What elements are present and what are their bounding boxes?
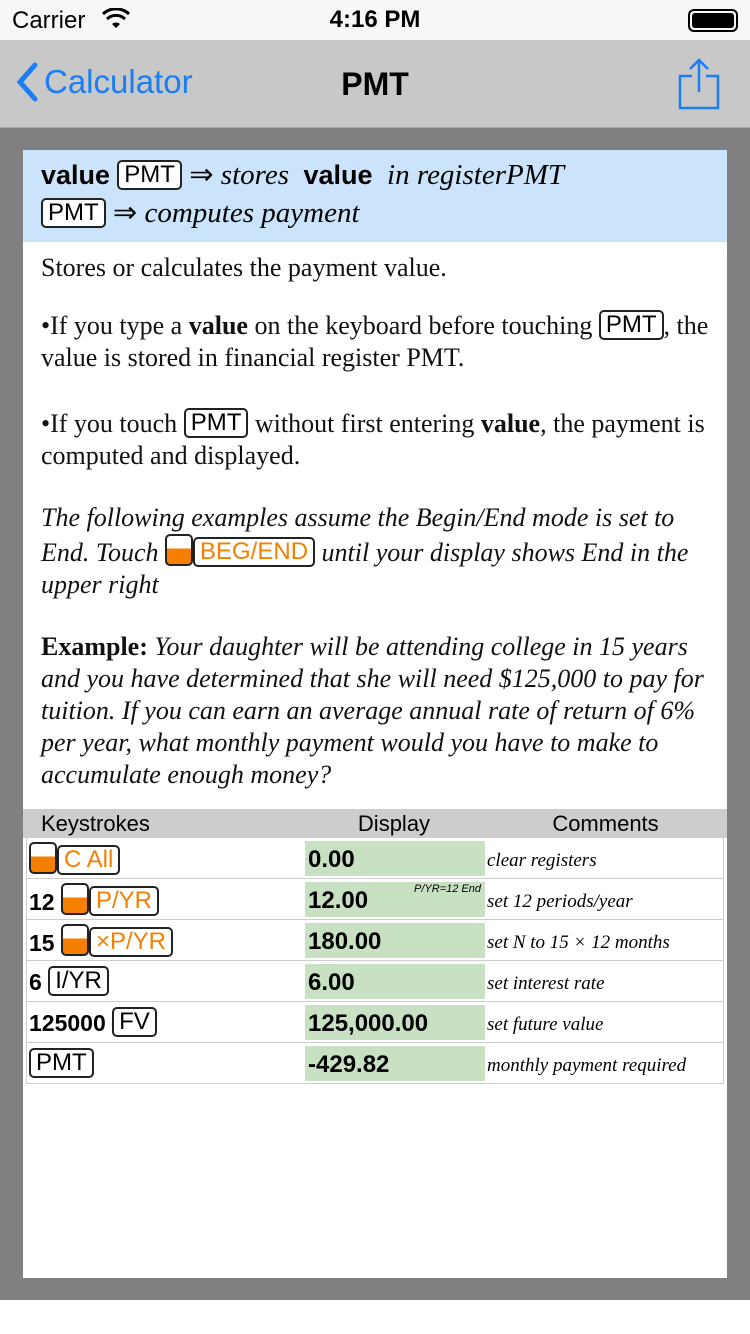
stores-text: stores (220, 159, 289, 191)
display-annunciator: P/YR=12 End (414, 882, 481, 895)
calculator-key: P/YR (89, 886, 159, 916)
shift-key-icon (165, 534, 193, 566)
comment-cell: set interest rate (487, 973, 605, 994)
intro-text: Stores or calculates the payment value. (41, 253, 447, 282)
keystrokes-cell (27, 924, 305, 957)
display-cell (305, 923, 485, 958)
arrow: ⇒ (112, 197, 138, 229)
keystrokes-cell (27, 966, 305, 996)
display-cell (305, 841, 485, 876)
battery-icon (688, 9, 738, 32)
pmt-key: PMT (117, 160, 182, 190)
number-entry: 15 (29, 929, 55, 956)
comment-cell: clear registers (487, 850, 597, 871)
status-bar (0, 0, 750, 40)
keystrokes-cell (27, 1007, 305, 1037)
syntax-header (23, 150, 727, 242)
calculator-key: C All (57, 845, 120, 875)
calculator-key: PMT (29, 1048, 94, 1078)
calculator-key: ×P/YR (89, 927, 173, 957)
display-cell (305, 964, 485, 999)
number-entry: 125000 (29, 1010, 106, 1036)
header-comments: Comments (552, 811, 659, 836)
value-word: value (41, 160, 111, 190)
display-value: 12.00 (308, 886, 369, 914)
shift-key-icon (29, 842, 57, 874)
display-value: 180.00 (308, 927, 382, 955)
clock: 4:16 PM (329, 6, 421, 33)
table-row (26, 1043, 724, 1084)
value-word: value (303, 160, 373, 190)
number-entry: 6 (29, 969, 42, 995)
keystrokes-cell (27, 1048, 305, 1078)
carrier-label: Carrier (12, 7, 86, 34)
table-row (26, 838, 724, 879)
calculator-key: I/YR (48, 966, 109, 996)
table-row (26, 961, 724, 1002)
page-title: PMT (341, 66, 409, 102)
comment-cell: set future value (487, 1014, 604, 1035)
share-icon[interactable] (678, 58, 720, 110)
header-display: Display (357, 811, 431, 836)
register-text: in registerPMT (387, 159, 564, 191)
bullet-store: •If you type a value on the keyboard before touching PMT , the value is stored in financial register PMT. (41, 311, 709, 372)
content-area (0, 128, 750, 1300)
calculator-key: FV (112, 1007, 157, 1037)
mode-note: The following examples assume the Begin/End mode is set to End. Touch BEG/END until your display shows End in the upper right (41, 503, 689, 599)
beg-end-key: BEG/END (193, 537, 315, 567)
navigation-bar (0, 40, 750, 128)
description (23, 252, 727, 791)
header-keystrokes: Keystrokes (41, 811, 150, 836)
display-cell (305, 1005, 485, 1040)
pmt-key: PMT (599, 310, 664, 340)
display-cell (305, 1046, 485, 1081)
table-row (26, 1002, 724, 1043)
display-value: -429.82 (308, 1050, 390, 1078)
table-header (23, 809, 727, 838)
shift-key-icon (61, 924, 89, 956)
number-entry: 12 (29, 888, 55, 915)
comment-cell: monthly payment required (487, 1055, 687, 1076)
example-text: Example: Your daughter will be attending college in 15 years and you have determined that she will need $125,000 to pay for tuition. If you can earn an average annual rate of return of 6% per year, what monthly payment would you have to make to accumulate enough money? (41, 632, 704, 789)
pmt-key: PMT (41, 198, 106, 228)
keystrokes-cell (27, 883, 305, 916)
display-cell (305, 882, 485, 917)
computes-text: computes payment (144, 197, 360, 229)
keystroke-table (23, 809, 727, 1084)
arrow: ⇒ (189, 159, 214, 191)
back-label: Calculator (44, 63, 193, 100)
display-value: 125,000.00 (308, 1009, 429, 1037)
table-row (26, 920, 724, 961)
keystrokes-cell (27, 842, 305, 875)
shift-key-icon (61, 883, 89, 915)
pmt-key: PMT (184, 408, 249, 438)
comment-cell: set N to 15 × 12 months (487, 932, 670, 953)
display-value: 0.00 (308, 845, 355, 873)
help-card (23, 150, 727, 1278)
bullet-compute: •If you touch PMT without first entering value, the payment is computed and displayed. (41, 409, 705, 470)
table-row (26, 879, 724, 920)
comment-cell: set 12 periods/year (487, 891, 633, 912)
display-value: 6.00 (308, 968, 355, 996)
